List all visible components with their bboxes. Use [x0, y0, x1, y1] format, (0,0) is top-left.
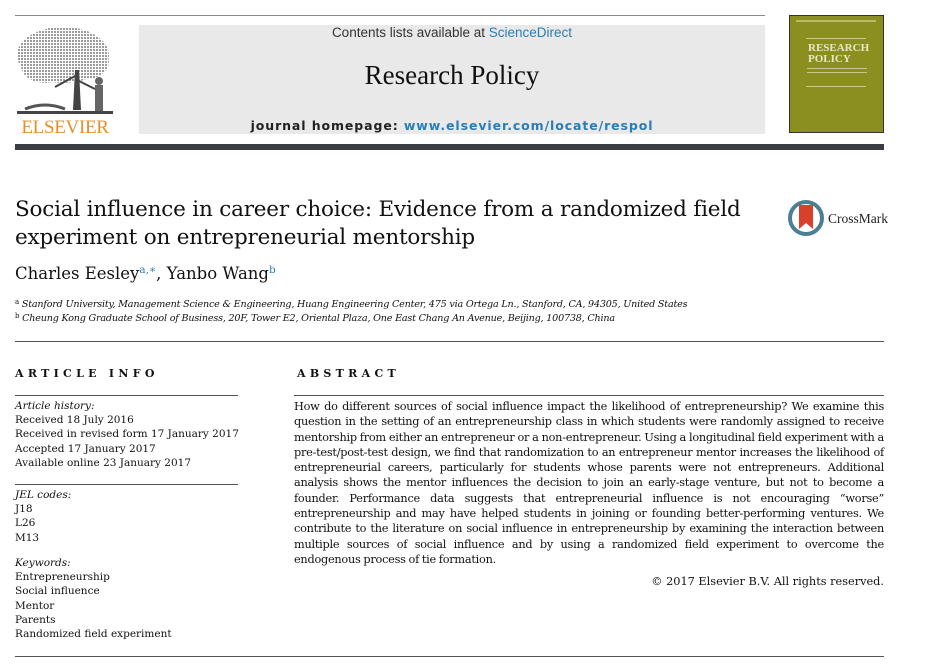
- jel-codes: [15, 488, 71, 545]
- affiliation-a: [15, 298, 687, 310]
- homepage-link[interactable]: www.elsevier.com/locate/respol: [403, 118, 654, 133]
- copyright-notice: © 2017 Elsevier B.V. All rights reserved.: [651, 575, 884, 588]
- keyword: Parents: [15, 613, 56, 626]
- article-title: Social influence in career choice: Evidence from a randomized field experiment on entrepreneurial mentorship: [15, 197, 741, 250]
- keyword: Mentor: [15, 599, 55, 612]
- footer-rule: [15, 656, 884, 657]
- keyword: Randomized field experiment: [15, 628, 172, 641]
- author-affiliation-mark[interactable]: b: [268, 264, 276, 276]
- header-divider-bar: [15, 144, 884, 150]
- affiliation-text: Cheung Kong Graduate School of Business, 20F, Tower E2, Oriental Plaza, One East Chang An Avenue, Beijing, 100738, China: [22, 313, 615, 324]
- contents-line: [139, 25, 765, 40]
- affiliation-mark: b: [15, 312, 20, 320]
- article-info-heading: ARTICLE INFO: [15, 367, 159, 380]
- author-affiliation-mark[interactable]: a,∗: [139, 264, 157, 276]
- header-top-rule: [15, 15, 765, 16]
- jel-codes-label: JEL codes:: [15, 489, 72, 501]
- homepage-label: journal homepage:: [250, 118, 404, 133]
- history-divider: [15, 484, 238, 485]
- author-separator: ,: [156, 264, 167, 283]
- journal-homepage-line: [139, 118, 765, 133]
- elsevier-logo[interactable]: [15, 25, 115, 138]
- history-item: Received in revised form 17 January 2017: [15, 428, 239, 441]
- cover-title-line2: POLICY: [808, 53, 851, 65]
- keyword: Entrepreneurship: [15, 571, 110, 584]
- journal-cover-thumbnail[interactable]: [789, 15, 884, 133]
- keyword: Social influence: [15, 585, 100, 598]
- history-item: Available online 23 January 2017: [15, 456, 192, 469]
- jel-code: J18: [15, 503, 33, 516]
- crossmark-icon: [788, 199, 824, 237]
- elsevier-wordmark: ELSEVIER: [21, 117, 109, 138]
- journal-banner: [139, 25, 765, 134]
- author-name[interactable]: Charles Eesley: [15, 264, 140, 283]
- contents-prefix: Contents lists available at: [331, 25, 489, 40]
- sciencedirect-link[interactable]: ScienceDirect: [488, 25, 573, 40]
- cover-title-line1: RESEARCH: [808, 42, 870, 54]
- abstract-text: How do different sources of social influence impact the likelihood of entrepreneurship? We examine this question in the setting of an entrepreneurship class in which students were randomly assigned to receive mentorship from either an entrepreneur or a non-entrepreneur. Using a longitudinal field experiment with a pre-test/post-test design, we find that randomization to an entrepreneur mentor increases the likelihood of entrepreneurial careers, particularly for students whose parents were not entrepreneurs. Additional analysis shows the mentor influences the decision to join an early-stage venture, but not to become a founder. Performance data suggests that entrepreneurial influence is not encouraging “worse” entrepreneurship and may have helped students in joining or founding better-performing ventures. We contribute to the literature on social influence in entrepreneurship by examining the interaction between multiple sources of social influence and by using a randomized field experiment to overcome the endogenous process of tie formation.: [294, 400, 884, 566]
- crossmark-button[interactable]: [788, 199, 888, 239]
- history-item: Accepted 17 January 2017: [15, 442, 156, 455]
- elsevier-tree-icon: [15, 25, 115, 117]
- affiliation-mark: a: [15, 298, 19, 306]
- keywords: [15, 556, 172, 641]
- author-name[interactable]: Yanbo Wang: [166, 264, 269, 283]
- jel-code: L26: [15, 517, 36, 530]
- author-list: [15, 264, 276, 283]
- cover-title: [808, 43, 869, 65]
- abstract-heading: ABSTRACT: [297, 367, 400, 380]
- cover-top-rule: [796, 20, 876, 22]
- history-item: Received 18 July 2016: [15, 414, 134, 427]
- cover-rule: [806, 38, 866, 39]
- journal-title[interactable]: Research Policy: [364, 60, 540, 90]
- affiliations-divider: [15, 341, 884, 342]
- jel-code: M13: [15, 531, 40, 544]
- article-history: [15, 399, 239, 470]
- article-info-rule: [15, 395, 238, 396]
- affiliation-text: Stanford University, Management Science & Engineering, Huang Engineering Center, 475 via Ortega Ln., Stanford, CA, 94305, United States: [21, 299, 688, 310]
- cover-rule: [806, 86, 866, 87]
- article-history-label: Article history:: [15, 400, 95, 412]
- keywords-label: Keywords:: [15, 557, 71, 569]
- abstract-rule: [294, 395, 884, 396]
- crossmark-label: CrossMark: [828, 211, 888, 226]
- cover-subtitle-lines: [807, 68, 867, 80]
- affiliation-b: [15, 312, 615, 324]
